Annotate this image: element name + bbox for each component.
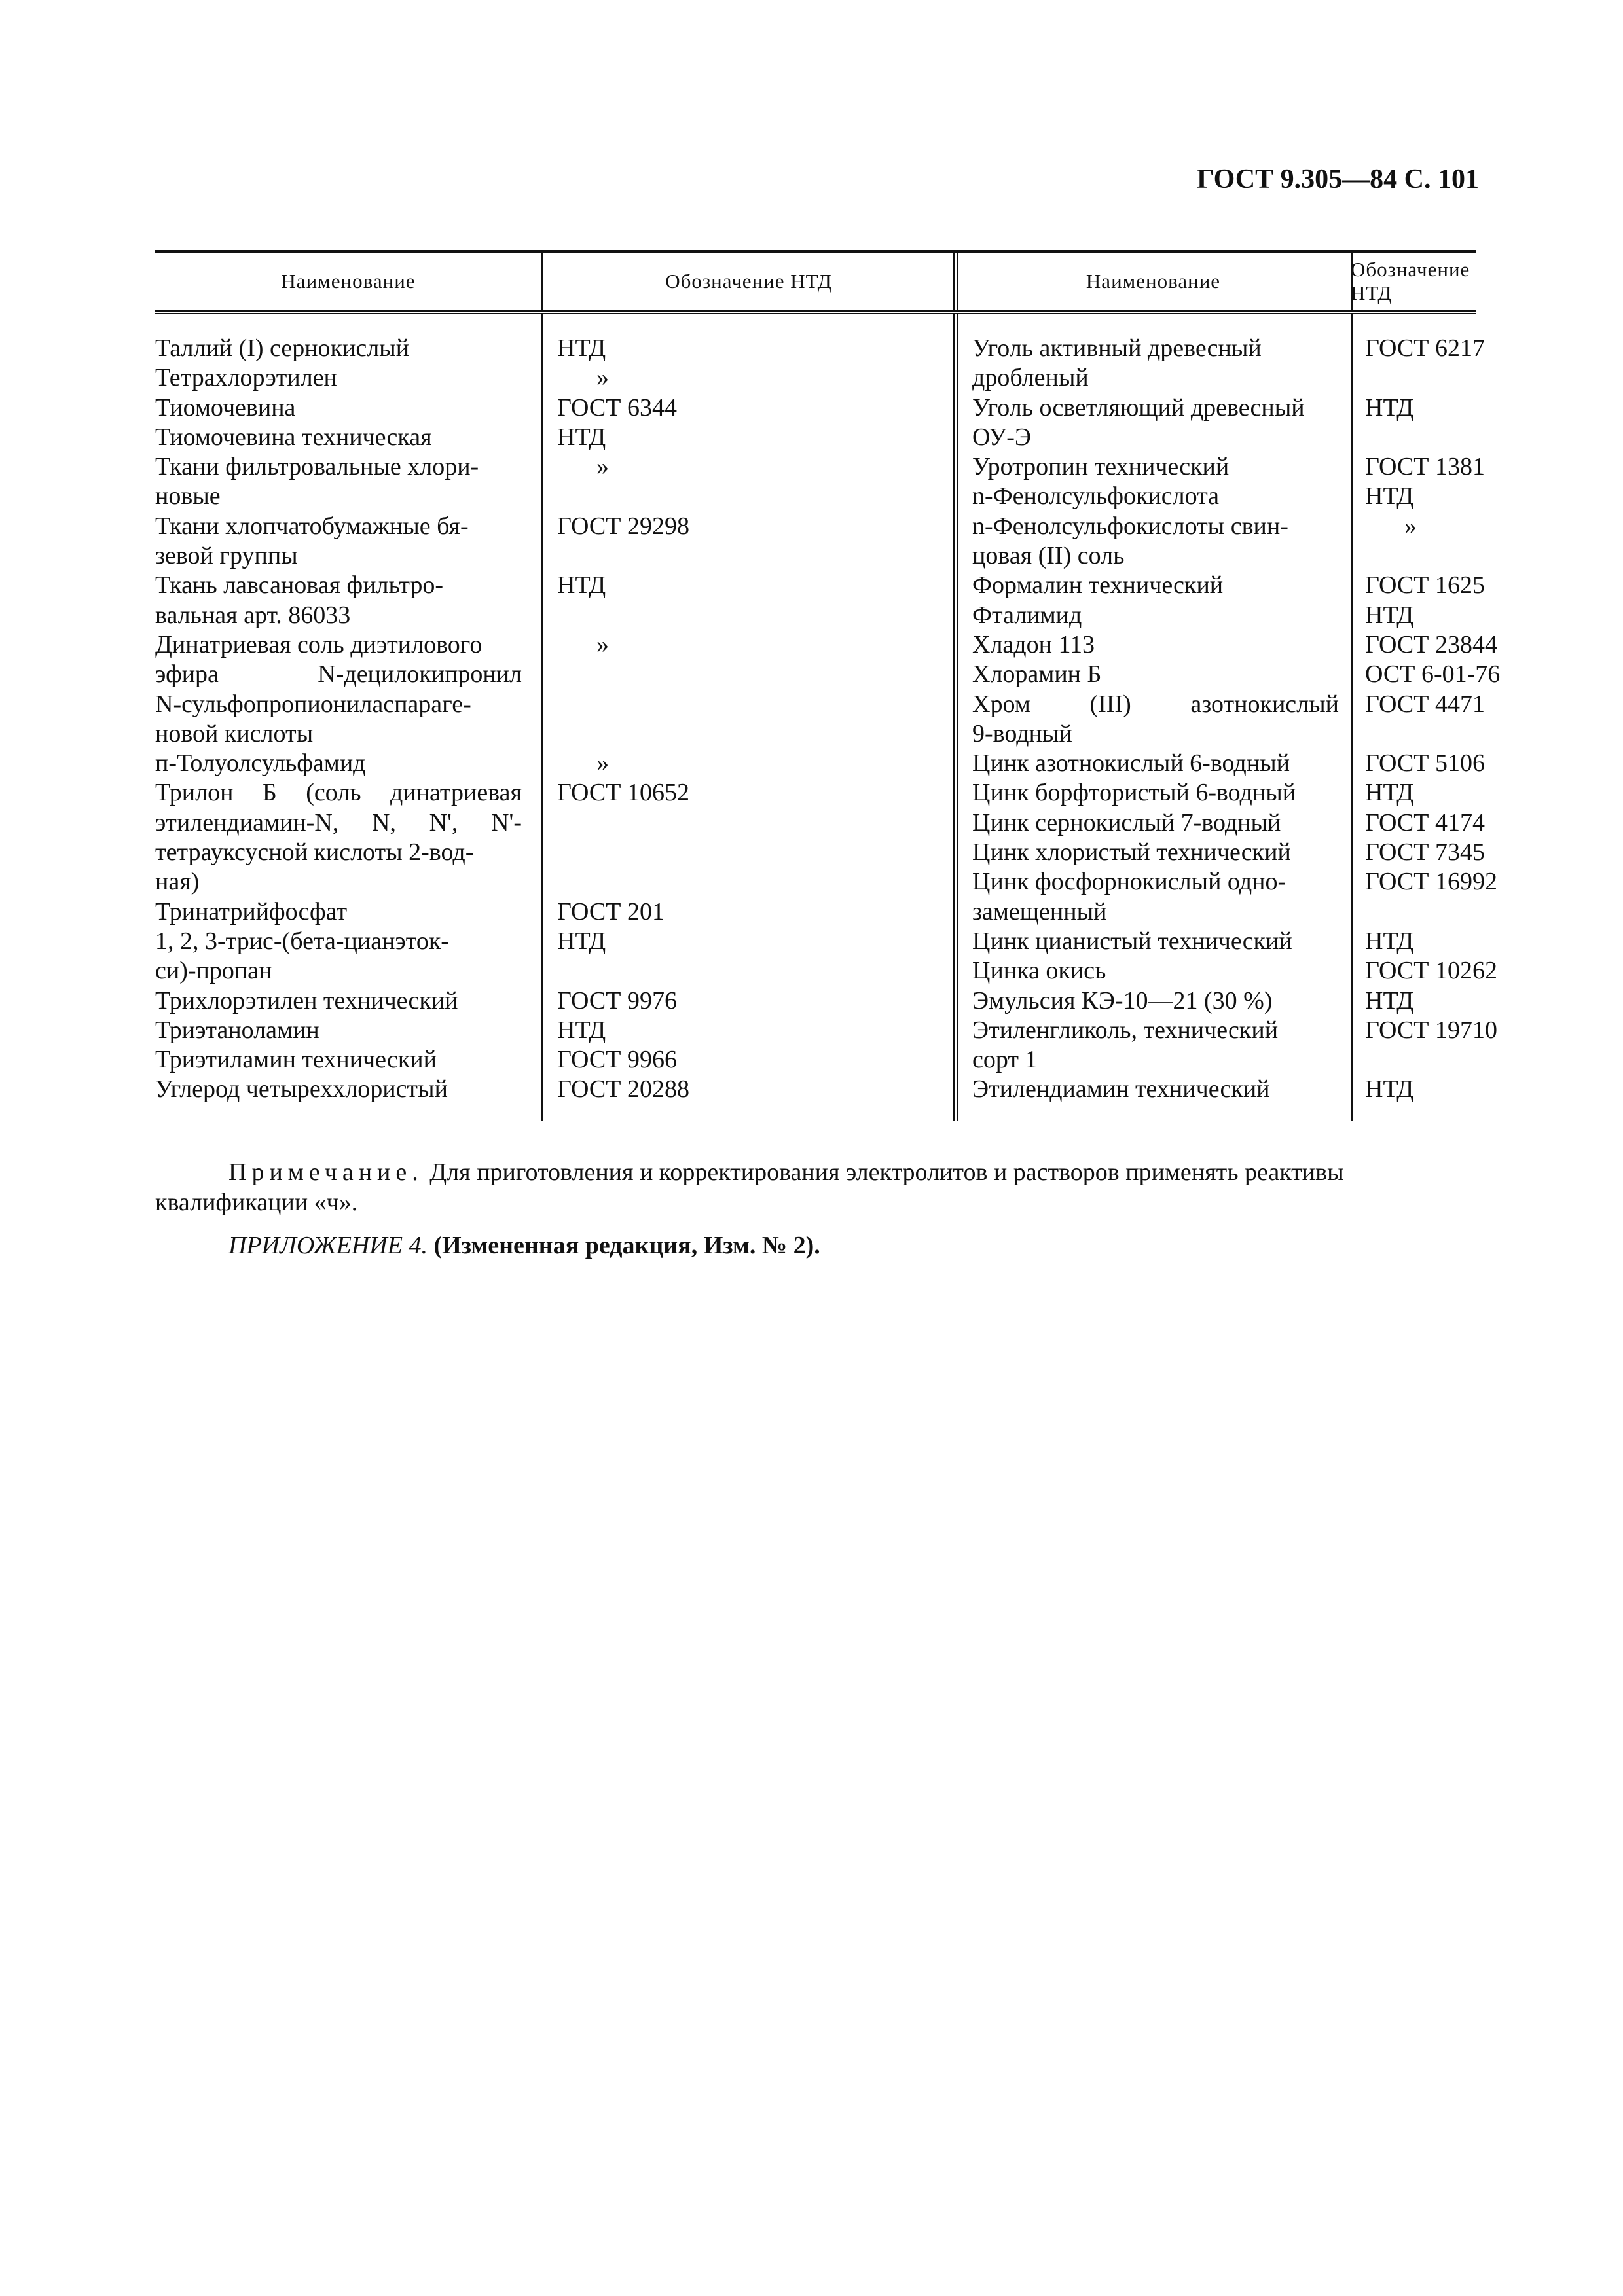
- table-cell: [1365, 719, 1476, 749]
- column-divider: [541, 314, 543, 1121]
- table-cell: Ткань лавсановая фильтро-: [155, 571, 444, 600]
- table-cell: [1365, 363, 1476, 393]
- table-cell: Формалин технический: [972, 571, 1224, 600]
- table-cell: ГОСТ 7345: [1365, 838, 1485, 867]
- table-cell: новые: [155, 482, 221, 511]
- table-cell: n-Фенолсульфокислота: [972, 482, 1220, 511]
- table-cell: си)-пропан: [155, 957, 272, 985]
- table-cell: Цинк цианистый технический: [972, 927, 1292, 955]
- table-cell: 1, 2, 3-трис-(бета-цианэток-: [155, 927, 449, 955]
- column-header-ntd-right: Обозначение НТД: [1351, 258, 1470, 304]
- table-cell: 9-водный: [972, 719, 1072, 747]
- column-left-ntd: [557, 334, 845, 1105]
- table-cell: НТД: [1365, 482, 1414, 511]
- table-cell: ГОСТ 6217: [1365, 334, 1485, 362]
- table-cell: ГОСТ 4471: [1365, 690, 1485, 718]
- appendix-line: [155, 1230, 1476, 1261]
- table-cell: [1365, 423, 1476, 452]
- table-cell: п-Толуолсульфамид: [155, 749, 366, 778]
- table-cell: НТД: [1365, 779, 1414, 807]
- table-cell: ГОСТ 6344: [557, 393, 677, 422]
- table-cell: ГОСТ 19710: [1365, 1016, 1497, 1044]
- column-divider: [1351, 253, 1353, 310]
- table-cell: сорт 1: [972, 1046, 1038, 1074]
- column-divider-double: [953, 253, 958, 310]
- table-cell: ГОСТ 201: [557, 897, 665, 925]
- table-cell: Триэтиламин технический: [155, 1046, 437, 1074]
- table-cell: ГОСТ 29298: [557, 512, 689, 540]
- table-cell: Хладон 113: [972, 630, 1095, 658]
- table-cell: N-сульфопропиониласпараге-: [155, 690, 471, 718]
- table-cell: [557, 956, 845, 986]
- table-cell: Трихлорэтилен технический: [155, 986, 458, 1014]
- appendix-label: ПРИЛОЖЕНИЕ 4.: [228, 1232, 428, 1259]
- table-cell: зевой группы: [155, 542, 298, 570]
- table-cell: [1365, 1045, 1476, 1075]
- table-cell: ГОСТ 10262: [1365, 957, 1497, 985]
- column-right-ntd: [1365, 334, 1501, 1105]
- table-cell: НТД: [1365, 601, 1414, 629]
- reagents-table: [155, 250, 1501, 1121]
- note-block: [155, 1157, 1476, 1261]
- table-cell: ГОСТ 1381: [1365, 453, 1485, 481]
- table-cell: новой кислоты: [155, 719, 314, 747]
- table-cell: ГОСТ 20288: [557, 1075, 689, 1103]
- table-cell: дробленый: [972, 364, 1089, 392]
- table-cell: »: [596, 749, 609, 778]
- table-cell: Таллий (I) сернокислый: [155, 334, 410, 362]
- table-cell: НТД: [557, 423, 606, 451]
- table-cell: [1365, 541, 1476, 571]
- table-cell: ОСТ 6-01-76: [1365, 660, 1501, 689]
- table-cell: Этиленгликоль, технический: [972, 1016, 1279, 1044]
- table-cell: НТД: [557, 571, 606, 600]
- table-cell: Тринатрийфосфат: [155, 897, 348, 925]
- table-cell: Триэтаноламин: [155, 1016, 319, 1044]
- table-cell: [557, 838, 845, 867]
- table-cell: [557, 808, 845, 838]
- table-cell: [557, 601, 845, 630]
- column-divider: [1351, 314, 1353, 1121]
- table-cell: Цинк борфтористый 6-водный: [972, 779, 1296, 807]
- note-paragraph: [155, 1157, 1476, 1217]
- table-cell: Углерод четыреххлористый: [155, 1075, 448, 1103]
- column-header-name-left: Наименование: [281, 270, 416, 293]
- note-label: Примечание.: [228, 1158, 424, 1186]
- table-cell: ОУ-Э: [972, 423, 1031, 451]
- table-cell: Тиомочевина техническая: [155, 423, 432, 451]
- table-cell: ГОСТ 5106: [1365, 749, 1485, 778]
- column-header-ntd-left: Обозначение НТД: [665, 270, 832, 293]
- table-cell: ГОСТ 10652: [557, 779, 689, 807]
- table-cell: Трилон Б (соль динатриевая: [155, 779, 522, 807]
- column-divider-double: [953, 314, 958, 1121]
- table-cell: ГОСТ 16992: [1365, 868, 1497, 896]
- table-cell: [557, 660, 845, 689]
- table-cell: [557, 541, 845, 571]
- table-cell: [557, 690, 845, 719]
- table-cell: Динатриевая соль диэтилового: [155, 630, 483, 658]
- table-cell: Цинк азотнокислый 6-водный: [972, 749, 1290, 778]
- table-cell: Тиомочевина: [155, 393, 296, 422]
- table-cell: эфира N-децилокипронил: [155, 660, 522, 689]
- table-cell: НТД: [1365, 986, 1414, 1014]
- table-cell: »: [1404, 512, 1417, 540]
- table-cell: ГОСТ 1625: [1365, 571, 1485, 600]
- table-cell: [557, 719, 845, 749]
- table-cell: Эмульсия КЭ-10—21 (30 %): [972, 986, 1273, 1014]
- note-text: Для приготовления и корректирования электролитов и растворов применять реактивы квалификации «ч».: [155, 1158, 1344, 1216]
- table-cell: Хлорамин Б: [972, 660, 1102, 689]
- table-cell: »: [596, 453, 609, 481]
- table-cell: цовая (II) соль: [972, 542, 1125, 570]
- table-cell: Цинк сернокислый 7-водный: [972, 808, 1281, 836]
- table-header: [155, 250, 1476, 314]
- table-cell: замещенный: [972, 897, 1107, 925]
- table-cell: ная): [155, 868, 200, 896]
- table-cell: этилендиамин-N, N, N', N'-: [155, 808, 522, 836]
- table-cell: тетрауксусной кислоты 2-вод-: [155, 838, 474, 867]
- column-header-name-right: Наименование: [1085, 270, 1221, 293]
- table-cell: НТД: [557, 334, 606, 362]
- table-cell: ГОСТ 4174: [1365, 808, 1485, 836]
- table-cell: Тетрахлорэтилен: [155, 364, 337, 392]
- table-body: [155, 314, 1501, 1121]
- table-cell: [557, 482, 845, 511]
- column-divider: [541, 253, 543, 310]
- table-cell: Ткани фильтровальные хлори-: [155, 453, 479, 481]
- table-cell: Этилендиамин технический: [972, 1075, 1270, 1103]
- table-cell: ГОСТ 9976: [557, 986, 677, 1014]
- table-cell: »: [596, 630, 609, 658]
- column-left-names: [155, 334, 522, 1105]
- table-cell: НТД: [1365, 927, 1414, 955]
- table-cell: ГОСТ 9966: [557, 1046, 677, 1074]
- appendix-text: (Измененная редакция, Изм. № 2).: [427, 1232, 820, 1259]
- table-cell: НТД: [557, 1016, 606, 1044]
- table-cell: НТД: [557, 927, 606, 955]
- table-cell: Уголь осветляющий древесный: [972, 393, 1305, 422]
- table-cell: вальная арт. 86033: [155, 601, 351, 629]
- table-cell: n-Фенолсульфокислоты свин-: [972, 512, 1288, 540]
- table-cell: »: [596, 364, 609, 392]
- table-cell: Цинка окись: [972, 957, 1106, 985]
- table-cell: ГОСТ 23844: [1365, 630, 1497, 658]
- table-cell: Цинк фосфорнокислый одно-: [972, 868, 1286, 896]
- table-cell: Фталимид: [972, 601, 1082, 629]
- column-right-names: [972, 334, 1339, 1105]
- table-cell: Уголь активный древесный: [972, 334, 1262, 362]
- table-cell: Цинк хлористый технический: [972, 838, 1291, 867]
- table-cell: НТД: [1365, 1075, 1414, 1103]
- table-cell: Ткани хлопчатобумажные бя-: [155, 512, 469, 540]
- table-cell: Уротропин технический: [972, 453, 1230, 481]
- table-cell: [1365, 897, 1476, 927]
- table-cell: [557, 867, 845, 897]
- table-cell: НТД: [1365, 393, 1414, 422]
- page-header: ГОСТ 9.305—84 С. 101: [1196, 164, 1479, 194]
- table-cell: Хром (III) азотнокислый: [972, 690, 1339, 718]
